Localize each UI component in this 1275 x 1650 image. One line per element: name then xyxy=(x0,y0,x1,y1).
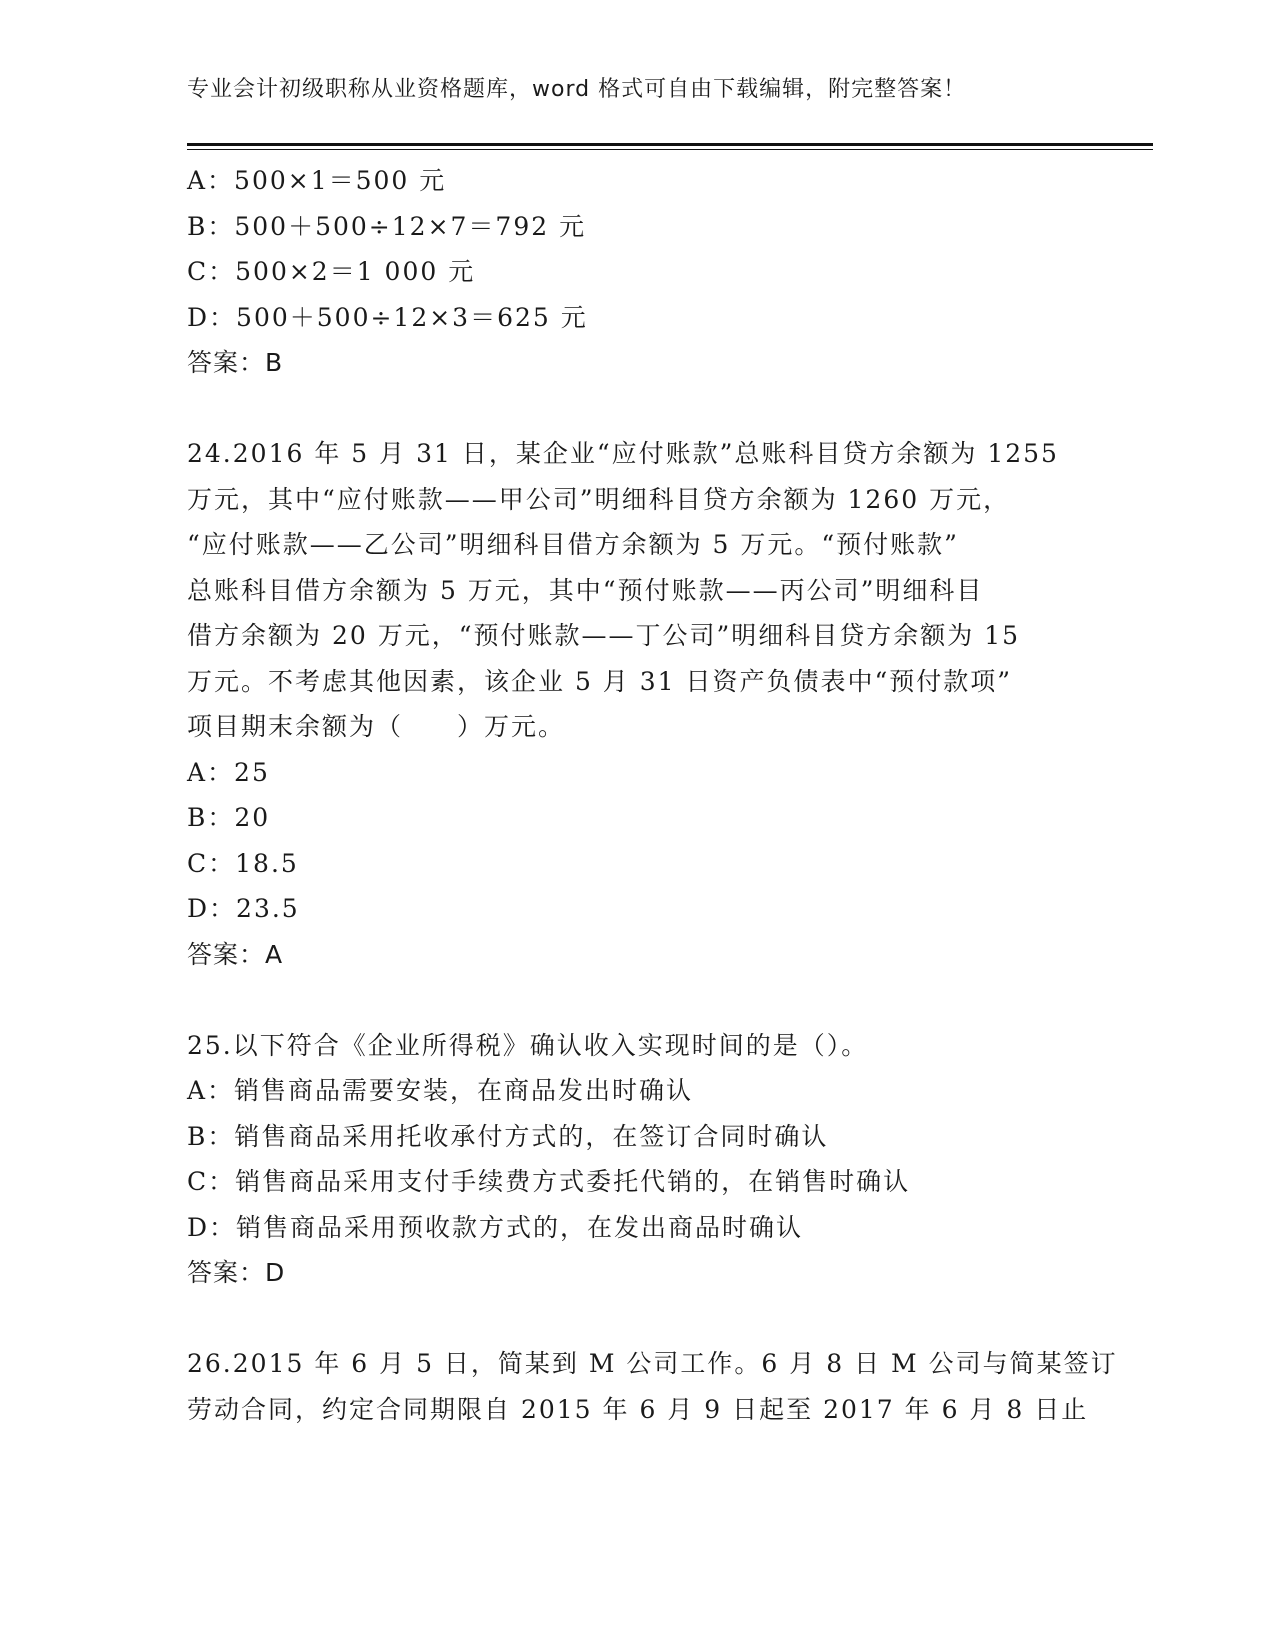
header-rule-thin xyxy=(187,149,1153,150)
option-c: C：500×2＝1 000 元 xyxy=(187,257,476,286)
question-stem-line: 25.以下符合《企业所得税》确认收入实现时间的是（）。 xyxy=(187,1030,869,1060)
question-stem-line: 24.2016 年 5 月 31 日，某企业“应付账款”总账科目贷方余额为 1255 xyxy=(187,439,1059,468)
answer-line: 答案：A xyxy=(187,939,284,969)
option-a: A：销售商品需要安装，在商品发出时确认 xyxy=(187,1076,694,1105)
spacer xyxy=(187,977,1087,1023)
answer-line: 答案：D xyxy=(187,1258,286,1287)
spacer xyxy=(187,386,1087,432)
question-stem-line: 万元。不考虑其他因素，该企业 5 月 31 日资产负债表中“预付款项” xyxy=(187,666,1013,696)
page-header: 专业会计初级职称从业资格题库，word 格式可自由下载编辑，附完整答案！ xyxy=(187,77,967,102)
option-a: A：25 xyxy=(187,757,270,787)
spacer xyxy=(187,1296,1087,1342)
question-content xyxy=(187,158,1118,1432)
option-b: B：20 xyxy=(187,803,271,832)
option-c: C：销售商品采用支付手续费方式委托代销的，在销售时确认 xyxy=(187,1167,911,1196)
option-b: B：500＋500÷12×7＝792 元 xyxy=(187,211,587,241)
answer-line: 答案：B xyxy=(187,348,284,377)
question-24 xyxy=(187,431,1087,977)
question-stem-line: 项目期末余额为（ ）万元。 xyxy=(187,712,566,741)
question-stem-line: 劳动合同，约定合同期限自 2015 年 6 月 9 日起至 2017 年 6 月 8 日止 xyxy=(187,1394,1089,1424)
option-b: B：销售商品采用托收承付方式的，在签订合同时确认 xyxy=(187,1121,829,1151)
option-d: D：23.5 xyxy=(187,894,300,923)
question-stem-line: “应付账款——乙公司”明细科目借方余额为 5 万元。“预付账款” xyxy=(187,530,959,559)
question-25 xyxy=(187,1023,1087,1296)
header-rule-thick xyxy=(187,143,1153,146)
option-a: A：500×1＝500 元 xyxy=(187,166,447,195)
question-stem-line: 总账科目借方余额为 5 万元，其中“预付账款——丙公司”明细科目 xyxy=(187,575,984,605)
option-d: D：销售商品采用预收款方式的，在发出商品时确认 xyxy=(187,1212,804,1242)
question-stem-line: 借方余额为 20 万元，“预付账款——丁公司”明细科目贷方余额为 15 xyxy=(187,621,1021,650)
option-d: D：500＋500÷12×3＝625 元 xyxy=(187,302,588,332)
question-stem-line: 26.2015 年 6 月 5 日，简某到 M 公司工作。6 月 8 日 M 公司与简某签订 xyxy=(187,1349,1118,1378)
question-23 xyxy=(187,158,1087,386)
option-c: C：18.5 xyxy=(187,848,299,878)
question-stem-line: 万元，其中“应付账款——甲公司”明细科目贷方余额为 1260 万元， xyxy=(187,484,1011,514)
question-26 xyxy=(187,1341,1118,1432)
